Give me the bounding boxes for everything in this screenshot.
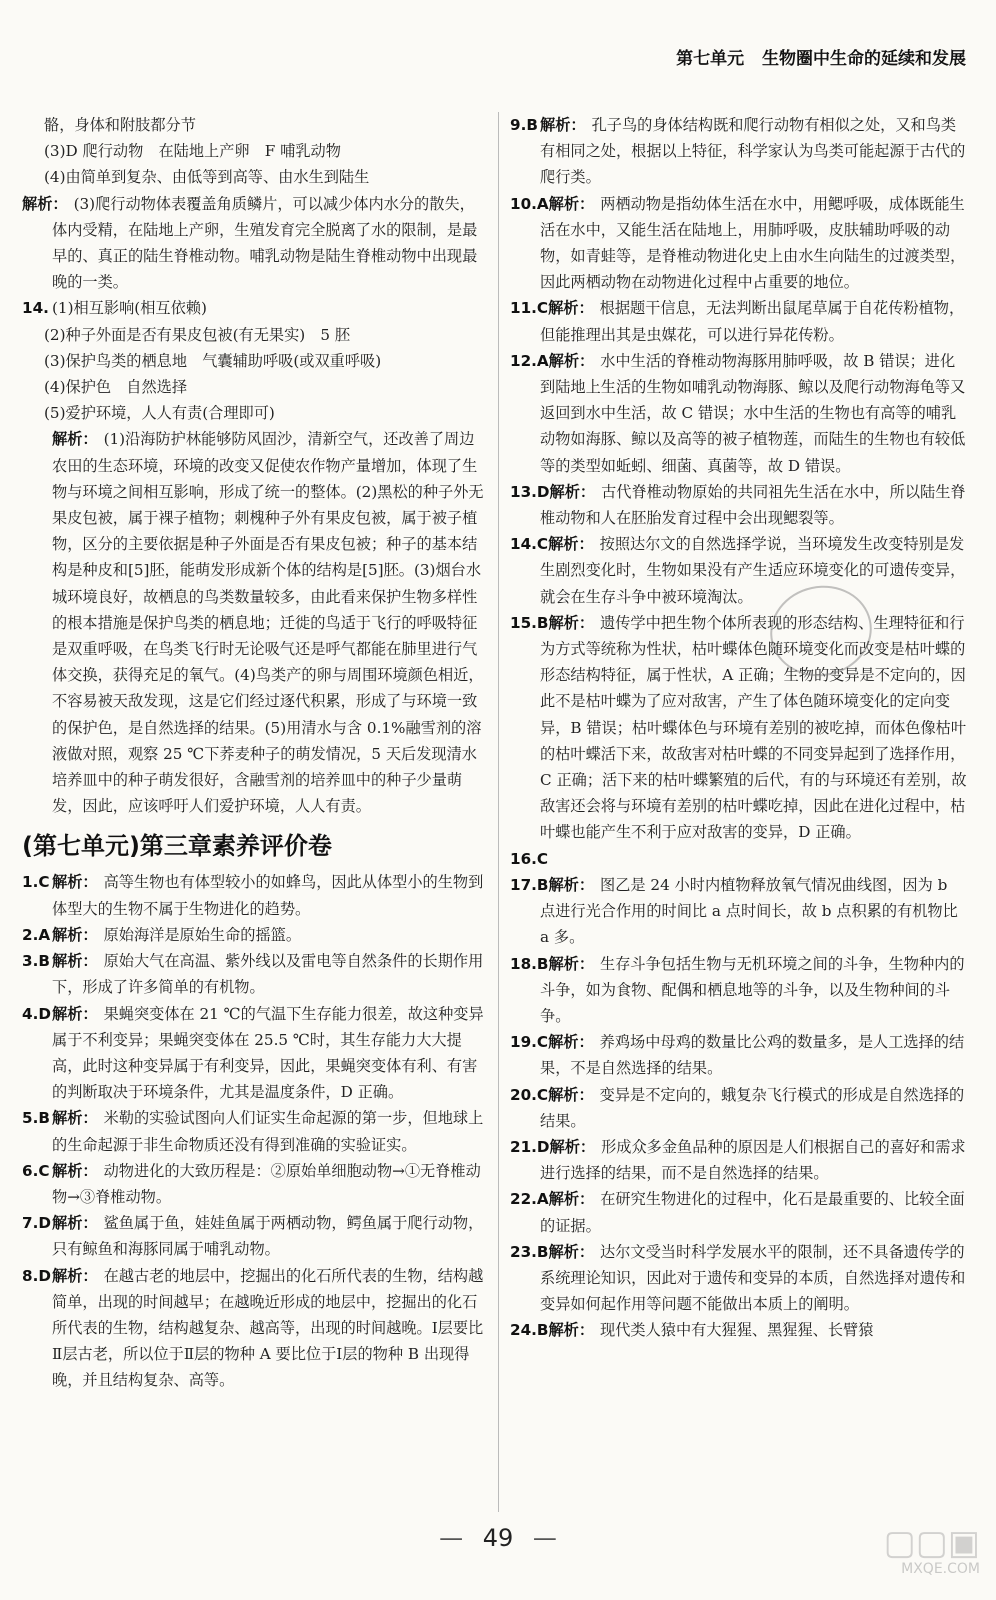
answer-item <box>510 846 967 872</box>
answer-number: 1.C <box>22 873 50 892</box>
answer-number: 23.B <box>510 1242 549 1261</box>
answer-number: 24.B <box>510 1321 549 1340</box>
analysis-label: 解析： <box>548 351 595 370</box>
answer-number: 17.B <box>510 875 549 894</box>
right-column <box>510 112 967 1344</box>
answer-item <box>510 348 967 479</box>
answer-item <box>510 1317 967 1343</box>
answer-number: 5.B <box>22 1109 50 1128</box>
answer-text: 古代脊椎动物原始的共同祖先生活在水中，所以陆生脊椎动物和人在胚胎发育过程中会出现鳃裂等。 <box>540 482 966 528</box>
answer-number: 6.C <box>22 1161 50 1180</box>
answer-item <box>510 1239 967 1318</box>
answer-item <box>22 869 487 921</box>
text-line: (2)种子外面是否有果皮包被(有无果实) 5 胚 <box>44 325 351 344</box>
analysis-label: 解析： <box>52 430 98 449</box>
page-header <box>0 44 966 69</box>
answer-item <box>510 951 967 1030</box>
answer-item <box>22 191 487 296</box>
answer-item <box>22 426 487 819</box>
answer-text: 生存斗争包括生物与无机环境之间的斗争，生物种内的斗争，如为食物、配偶和栖息地等的斗争，以及生物种间的斗争。 <box>540 954 965 1025</box>
analysis-label: 解析： <box>548 535 594 554</box>
answer-text: 原始大气在高温、紫外线以及雷电等自然条件的长期作用下，形成了许多简单的有机物。 <box>52 952 484 997</box>
answer-text: 孔子鸟的身体结构既和爬行动物有相似之处，又和鸟类有相同之处，根据以上特征，科学家认为鸟类可能起源于古代的爬行类。 <box>540 116 966 187</box>
answer-item <box>510 1186 967 1238</box>
answer-text: (3)爬行动物体表覆盖角质鳞片，可以减少体内水分的散失，体内受精，在陆地上产卵，生殖发育完全脱离了水的限制，是最早的、真正的陆生脊椎动物。哺乳动物是陆生脊椎动物中出现最晚的一类。 <box>52 194 478 292</box>
page-number: 49 <box>482 1524 514 1552</box>
answer-item <box>22 1158 487 1210</box>
answer-number: 19.C <box>510 1033 549 1052</box>
answer-text: 遗传学中把生物个体所表现的形态结构、生理特征和行为方式等统称为性状，枯叶蝶体色随环境变化而改变是枯叶蝶的形态结构特征，属于性状，A 正确；生物的变异是不定向的，因此不是枯叶蝶为了应对敌害，产生了体色随环境变化的定向变异，B 错误；枯叶蝶体色与环境有差别的被吃掉，而体色像枯叶的枯叶蝶活下来，故敌害对枯叶蝶的不同变异起到了选择作用，C 正确；活下来的枯叶蝶繁殖的后代，有的与环境还有差别，故敌害还会将与环境有差别的枯叶蝶吃掉，因此在进化过程中，枯叶蝶也能产生不利于应对敌害的变异，D 正确。 <box>540 613 967 842</box>
answer-number: 4.D <box>22 1004 51 1023</box>
answer-item <box>510 610 967 846</box>
answer-number: 12.A <box>510 351 549 370</box>
analysis-label: 解析： <box>52 952 98 971</box>
text-line: (5)爱护环境，人人有责(合理即可) <box>44 404 275 423</box>
analysis-label: 解析： <box>52 1109 98 1128</box>
answer-text: 鲨鱼属于鱼，娃娃鱼属于两栖动物，鳄鱼属于爬行动物，只有鲸鱼和海豚同属于哺乳动物。 <box>52 1214 484 1259</box>
answer-number: 8.D <box>22 1266 51 1285</box>
answer-text: 图乙是 24 小时内植物释放氧气情况曲线图，因为 b 点进行光合作用的时间比 a 点时间长，故 b 点积累的有机物比 a 多。 <box>540 875 958 947</box>
answer-text: 高等生物也有体型较小的如蜂鸟，因此从体型小的生物到体型大的生物不属于生物进化的趋势。 <box>52 873 484 918</box>
answer-text: 按照达尔文的自然选择学说，当环境发生改变特别是发生剧烈变化时，生物如果没有产生适应环境变化的可遗传变异，就会在生存斗争中被环境淘汰。 <box>540 535 966 606</box>
answer-number: 2.A <box>22 925 51 944</box>
answer-text: 动物进化的大致历程是：②原始单细胞动物→①无脊椎动物→③脊椎动物。 <box>52 1161 481 1206</box>
analysis-label: 解析： <box>22 194 68 213</box>
analysis-label: 解析： <box>548 1033 594 1052</box>
answer-item <box>510 531 967 610</box>
answer-number: 11.C <box>510 299 549 318</box>
watermark-logo: ▢▢▣ MXQE.COM <box>820 1525 980 1585</box>
text-line: (4)保护色 自然选择 <box>44 378 188 397</box>
answer-item <box>510 1029 967 1081</box>
answer-item <box>510 295 967 347</box>
analysis-label: 解析： <box>540 116 586 134</box>
chapter-title: 生物圈中生命的延续和发展 <box>762 49 966 69</box>
answer-text: (1)沿海防护林能够防风固沙，清新空气，还改善了周边农田的生态环境，环境的改变又促使农作物产量增加，体现了生物与环境之间相互影响，形成了统一的整体。(2)黑松的种子外无果皮包被，属于裸子植物；刺槐种子外有果皮包被，属于被子植物，区分的主要依据是种子外面是否有果皮包被；种子的基本结构是种皮和[5]胚，能萌发形成新个体的结构是[5]胚。(3)烟台水城环境良好，故栖息的鸟类数量较多，由此看来保护生物多样性的根本措施是保护鸟类的栖息地；迁徙的鸟适于飞行的呼吸特征是双重呼吸，在鸟类飞行时无论吸气还是呼气都能在肺里进行气体交换，获得充足的氧气。(4)鸟类产的卵与周围环境颜色相近，不容易被天敌发现，这是它们经过逐代积累，形成了与环境一致的保护色，是自然选择的结果。(5)用清水与含 0.1%融雪剂的溶液做对照，观察 25 ℃下荞麦种子的萌发情况，5 天后发现清水培养皿中的种子萌发很好，含融雪剂的培养皿中的种子少量萌发，因此，应该呼吁人们爱护环境，人人有责。 <box>52 430 484 816</box>
answer-number: 18.B <box>510 954 549 973</box>
analysis-label: 解析： <box>548 875 595 894</box>
answer-number: 3.B <box>22 952 50 971</box>
section-title: (第七单元)第三章素养评价卷 <box>22 832 332 861</box>
unit-label: 第七单元 <box>676 49 745 69</box>
answer-number: 21.D <box>510 1137 550 1156</box>
answer-item <box>22 1105 487 1157</box>
answer-number: 14. <box>22 299 49 318</box>
answer-number: 10.A <box>510 194 549 213</box>
text-line: (3)保护鸟类的栖息地 气囊辅助呼吸(或双重呼吸) <box>44 351 382 370</box>
answer-item <box>22 1001 487 1106</box>
answer-number: 7.D <box>22 1214 51 1233</box>
answer-number: 14.C <box>510 535 549 554</box>
answer-text: 变异是不定向的，蛾复杂飞行模式的形成是自然选择的结果。 <box>540 1085 965 1130</box>
watermark-logo-text: MXQE.COM <box>901 1561 980 1577</box>
analysis-label: 解析： <box>549 482 596 501</box>
footer-dash-right: — <box>532 1524 557 1552</box>
answer-item <box>510 1082 967 1134</box>
answer-text: 达尔文受当时科学发展水平的限制，还不具备遗传学的系统理论知识，因此对于遗传和变异的本质，自然选择对遗传和变异如何起作用等问题不能做出本质上的阐明。 <box>540 1242 966 1314</box>
answer-text: 在越古老的地层中，挖掘出的化石所代表的生物，结构越简单，出现的时间越早；在越晚近形成的地层中，挖掘出的化石所代表的生物，结构越复杂、越高等，出现的时间越晚。Ⅰ层要比Ⅱ层古老，所以位于Ⅱ层的物种 A 要比位于Ⅰ层的物种 B 出现得晚，并且结构复杂、高等。 <box>52 1266 484 1390</box>
answer-item <box>22 922 487 948</box>
answer-item <box>22 948 487 1000</box>
answer-text: 果蝇突变体在 21 ℃的气温下生存能力很差，故这种变异属于不利变异；果蝇突变体在 25.5 ℃时，其生存能力大大提高，此时这种变异属于有利变异，因此，果蝇突变体有利、有害的判断取决于环境条件，尤其是温度条件，D 正确。 <box>52 1004 484 1102</box>
answer-number: 15.B <box>510 613 549 632</box>
answer-text: (1)相互影响(相互依赖) <box>52 299 207 318</box>
analysis-label: 解析： <box>548 299 594 318</box>
left-column <box>22 112 487 1394</box>
answer-item <box>22 295 487 321</box>
answer-number: 20.C <box>510 1085 549 1104</box>
answer-number: 16.C <box>510 849 549 868</box>
analysis-label: 解析： <box>52 925 98 944</box>
answer-text: 现代类人猿中有大猩猩、黑猩猩、长臂猿 <box>600 1321 874 1340</box>
analysis-label: 解析： <box>549 1137 596 1156</box>
analysis-label: 解析： <box>548 613 595 632</box>
analysis-label: 解析： <box>548 194 595 213</box>
analysis-label: 解析： <box>548 1321 595 1340</box>
text-line: 骼，身体和附肢都分节 <box>44 116 196 134</box>
answer-item <box>510 872 967 951</box>
analysis-label: 解析： <box>52 1266 98 1285</box>
analysis-label: 解析： <box>52 1004 98 1023</box>
analysis-label: 解析： <box>548 1190 595 1209</box>
answer-number: 13.D <box>510 482 550 501</box>
analysis-label: 解析： <box>548 1242 595 1261</box>
answer-item <box>510 112 967 191</box>
analysis-label: 解析： <box>52 873 98 892</box>
text-line: (3)D 爬行动物 在陆地上产卵 F 哺乳动物 <box>44 142 341 161</box>
answer-number: 9.B <box>510 116 538 134</box>
answer-item <box>22 1263 487 1394</box>
answer-text: 形成众多金鱼品种的原因是人们根据自己的喜好和需求进行选择的结果，而不是自然选择的结果。 <box>540 1137 966 1183</box>
analysis-label: 解析： <box>52 1214 98 1233</box>
answer-item <box>510 191 967 296</box>
text-line: (4)由简单到复杂、由低等到高等、由水生到陆生 <box>44 168 370 187</box>
answer-text: 两栖动物是指幼体生活在水中，用鳃呼吸，成体既能生活在水中，又能生活在陆地上，用肺呼吸，皮肤辅助呼吸的动物，如青蛙等，是脊椎动物进化史上由水生向陆生的过渡类型，因此两栖动物在动物进化过程中占重要的地位。 <box>540 194 966 292</box>
footer-dash-left: — <box>439 1524 464 1552</box>
column-divider <box>498 112 499 1512</box>
analysis-label: 解析： <box>52 1161 98 1180</box>
answer-text: 水中生活的脊椎动物海豚用肺呼吸，故 B 错误；进化到陆地上生活的生物如哺乳动物海豚、鲸以及爬行动物海龟等又返回到水中生活，故 C 错误；水中生活的生物也有高等的哺乳动物如海豚、鲸以及高等的被子植物莲，而陆生的生物也有较低等的类型如蚯蚓、细菌、真菌等，故 D 错误。 <box>540 351 966 475</box>
answer-text: 根据题干信息，无法判断出鼠尾草属于自花传粉植物，但能推理出其是虫媒花，可以进行异花传粉。 <box>540 299 965 344</box>
analysis-label: 解析： <box>548 1085 594 1104</box>
answer-number: 22.A <box>510 1190 549 1209</box>
answer-text: 米勒的实验试图向人们证实生命起源的第一步，但地球上的生命起源于非生命物质还没有得到准确的实验证实。 <box>52 1109 484 1154</box>
answer-item <box>510 1134 967 1186</box>
answer-item <box>510 479 967 531</box>
analysis-label: 解析： <box>548 954 595 973</box>
answer-item <box>22 1210 487 1262</box>
answer-text: 养鸡场中母鸡的数量比公鸡的数量多，是人工选择的结果，不是自然选择的结果。 <box>540 1033 965 1078</box>
answer-text: 在研究生物进化的过程中，化石是最重要的、比较全面的证据。 <box>540 1190 965 1235</box>
answer-text: 原始海洋是原始生命的摇篮。 <box>103 925 301 944</box>
